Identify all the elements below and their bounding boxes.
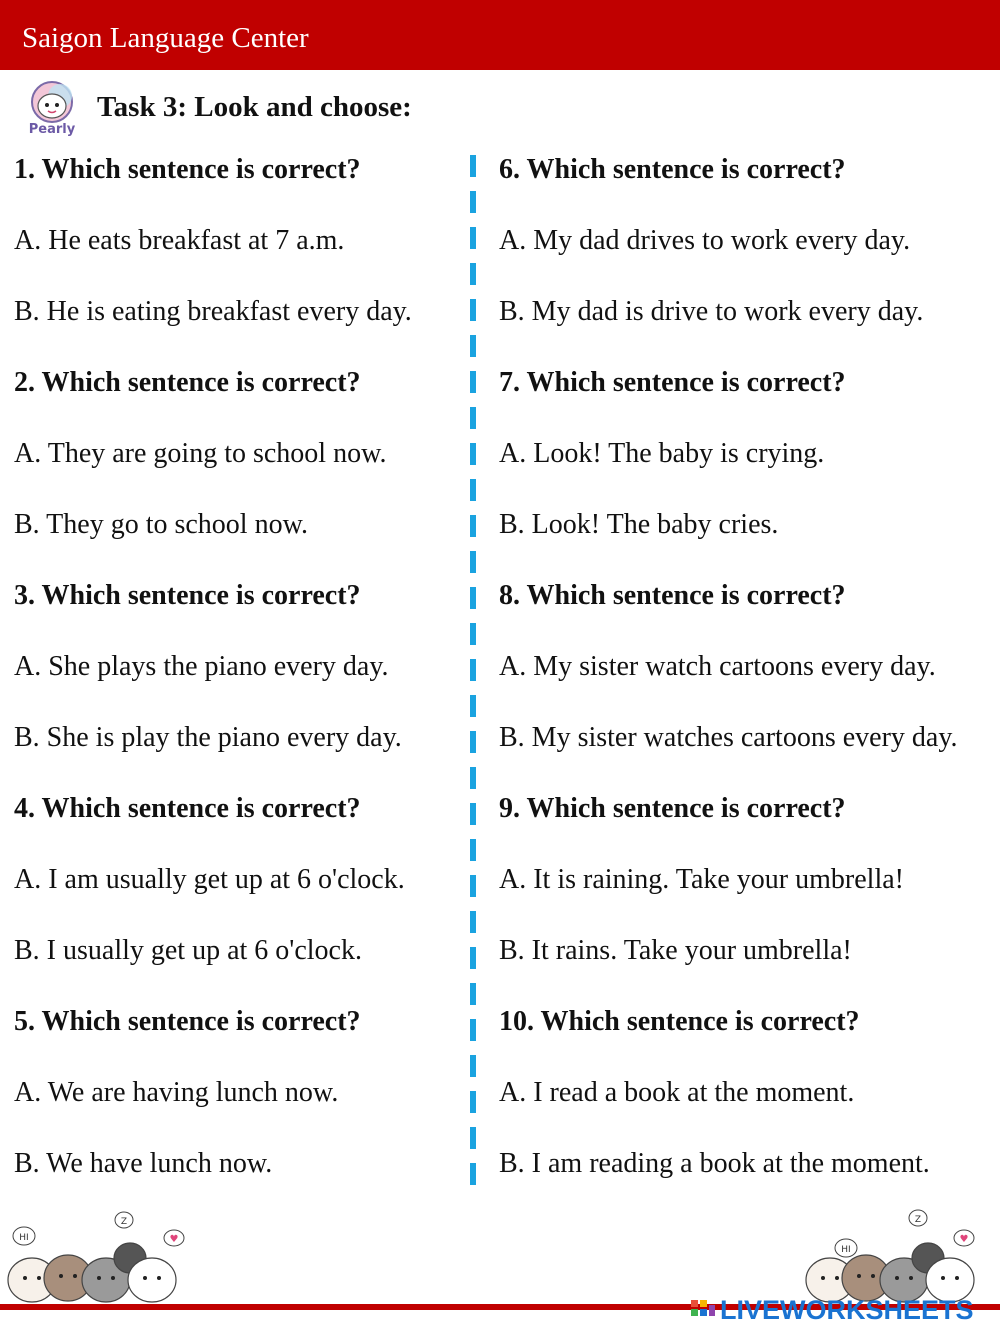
option-a[interactable]: A. They are going to school now. — [14, 438, 387, 469]
option-a[interactable]: A. I am usually get up at 6 o'clock. — [14, 864, 405, 895]
question-10 — [499, 1002, 999, 1215]
option-b[interactable]: B. Look! The baby cries. — [499, 509, 779, 540]
question-3 — [14, 576, 464, 789]
option-b[interactable]: B. I usually get up at 6 o'clock. — [14, 935, 362, 966]
option-b[interactable]: B. He is eating breakfast every day. — [14, 296, 412, 327]
header-bar — [0, 0, 1000, 70]
cat-bubble-text: HI — [841, 1245, 851, 1255]
question-7 — [499, 363, 999, 576]
option-a[interactable]: A. We are having lunch now. — [14, 1077, 339, 1108]
option-a[interactable]: A. My dad drives to work every day. — [499, 225, 911, 256]
question-8 — [499, 576, 999, 789]
question-prompt: 7. Which sentence is correct? — [499, 367, 846, 398]
question-prompt: 5. Which sentence is correct? — [14, 1006, 361, 1037]
cat-bubble-text: Z — [120, 1217, 128, 1227]
question-prompt: 2. Which sentence is correct? — [14, 367, 361, 398]
option-b[interactable]: B. It rains. Take your umbrella! — [499, 935, 852, 966]
question-5 — [14, 1002, 464, 1215]
cat-bubble-text: HI — [19, 1233, 29, 1243]
option-a[interactable]: A. It is raining. Take your umbrella! — [499, 864, 904, 895]
question-4 — [14, 789, 464, 1002]
option-a[interactable]: A. She plays the piano every day. — [14, 651, 389, 682]
liveworksheets-brand[interactable] — [690, 1292, 974, 1328]
pearly-mascot-logo — [22, 78, 86, 138]
brand-text: LIVEWORKSHEETS — [720, 1294, 974, 1325]
header-title: Saigon Language Center — [22, 22, 309, 54]
question-prompt: 10. Which sentence is correct? — [499, 1006, 860, 1037]
mascot-label: Pearly — [28, 122, 76, 137]
questions-left-column — [14, 150, 464, 1215]
question-prompt: 3. Which sentence is correct? — [14, 580, 361, 611]
question-prompt: 6. Which sentence is correct? — [499, 154, 846, 185]
cat-bubble-text: Z — [914, 1215, 922, 1225]
option-a[interactable]: A. I read a book at the moment. — [499, 1077, 855, 1108]
question-prompt: 1. Which sentence is correct? — [14, 154, 361, 185]
question-2 — [14, 363, 464, 576]
liveworksheets-logo-icon — [690, 1297, 716, 1323]
question-1 — [14, 150, 464, 363]
cat-bubble-text: ♥ — [169, 1234, 179, 1245]
questions-right-column — [499, 150, 999, 1215]
question-prompt: 8. Which sentence is correct? — [499, 580, 846, 611]
question-prompt: 9. Which sentence is correct? — [499, 793, 846, 824]
option-a[interactable]: A. My sister watch cartoons every day. — [499, 651, 936, 682]
option-b[interactable]: B. I am reading a book at the moment. — [499, 1148, 930, 1179]
question-9 — [499, 789, 999, 1002]
option-b[interactable]: B. We have lunch now. — [14, 1148, 273, 1179]
option-b[interactable]: B. My dad is drive to work every day. — [499, 296, 924, 327]
option-b[interactable]: B. My sister watches cartoons every day. — [499, 722, 958, 753]
task-heading — [22, 78, 622, 138]
question-6 — [499, 150, 999, 363]
task-title: Task 3: Look and choose: — [97, 91, 412, 123]
column-divider — [470, 155, 476, 1190]
option-b[interactable]: B. They go to school now. — [14, 509, 308, 540]
question-prompt: 4. Which sentence is correct? — [14, 793, 361, 824]
cats-illustration-icon — [2, 1208, 212, 1308]
option-a[interactable]: A. Look! The baby is crying. — [499, 438, 825, 469]
option-a[interactable]: A. He eats breakfast at 7 a.m. — [14, 225, 345, 256]
cat-bubble-text: ♥ — [959, 1234, 969, 1245]
option-b[interactable]: B. She is play the piano every day. — [14, 722, 402, 753]
